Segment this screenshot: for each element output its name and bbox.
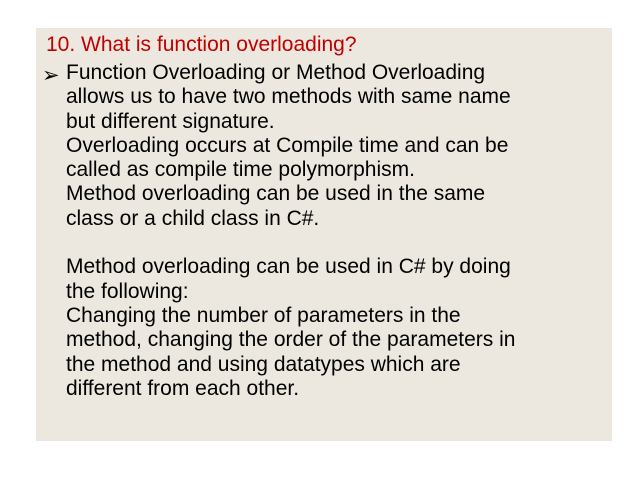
body-line: class or a child class in C#. (66, 206, 320, 230)
body-line: different from each other. (66, 376, 300, 400)
body-line: the method and using datatypes which are (66, 352, 461, 376)
body-line: Overloading occurs at Compile time and can be (66, 133, 509, 157)
body-line: method, changing the order of the parameters in (66, 328, 516, 352)
slide-title: 10. What is function overloading? (46, 33, 357, 56)
body-line: called as compile time polymorphism. (66, 158, 415, 182)
body-line: Function Overloading or Method Overloading (66, 61, 486, 84)
arrow-bullet-icon: ➢ (42, 63, 60, 87)
body-line: Changing the number of parameters in the (66, 303, 461, 327)
body-line: Method overloading can be used in the same (66, 182, 486, 206)
bullet-text (66, 61, 602, 401)
body-line: the following: (66, 279, 189, 303)
bullet-item (42, 61, 602, 401)
body-line: Method overloading can be used in C# by doing (66, 255, 511, 279)
body-line: but different signature. (66, 109, 275, 133)
blank-line (66, 231, 602, 255)
body-line: allows us to have two methods with same name (66, 85, 511, 109)
